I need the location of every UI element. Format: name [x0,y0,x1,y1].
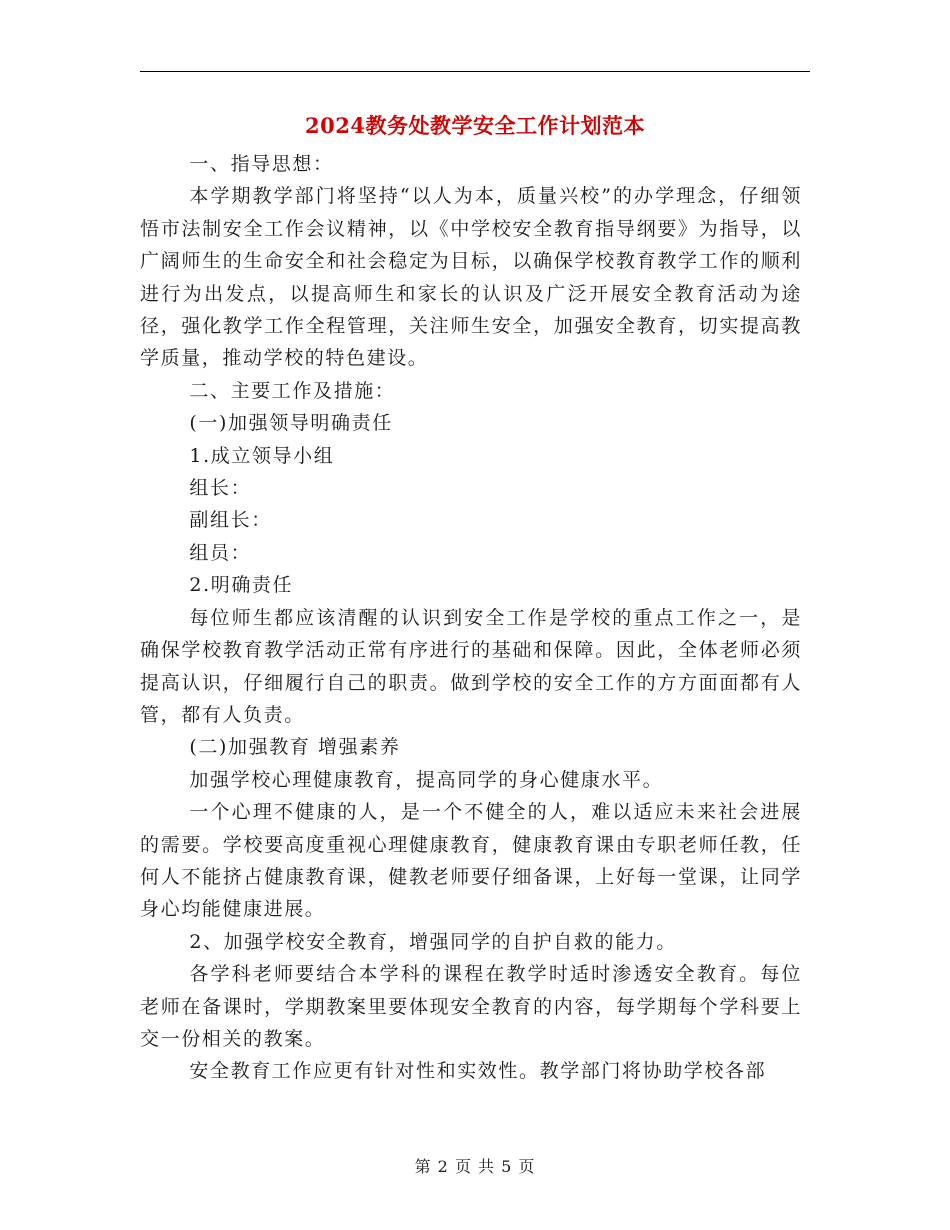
paragraph: (二)加强教育 增强素养 [189,736,401,759]
paragraph: 副组长： [189,509,272,532]
paragraph: 2.明确责任 [189,574,294,597]
paragraph: (一)加强领导明确责任 [189,412,393,435]
paragraph: 组员： [189,541,252,564]
page-number-footer: 第 2 页 共 5 页 [414,1157,536,1176]
paragraph: 2、加强学校安全教育，增强同学的自护自救的能力。 [189,930,677,953]
paragraph: 本学期教学部门将坚持“以人为本，质量兴校”的办学理念，仔细领悟市法制安全工作会议精神，以《中学校安全教育指导纲要》为指导，以广阔师生的生命安全和社会稳定为目标，以确保学校教育教学工作的顺利进行为出发点，以提高师生和家长的认识及广泛开展安全教育活动为途径，强化教学工作全程管理，关注师生安全，加强安全教育，切实提高教学质量，推动学校的特色建设。 [140,185,802,370]
paragraph: 一、指导思想： [189,153,334,175]
paragraph: 1.成立领导小组 [189,444,335,467]
document-title: 2024教务处教学安全工作计划范本 [305,113,645,138]
paragraph: 组长： [189,477,252,500]
paragraph: 一个心理不健康的人，是一个不健全的人，难以适应未来社会进展的需要。学校要高度重视心理健康教育，健康教育课由专职老师任教，任何人不能挤占健康教育课，健教老师要仔细备课，上好每一堂课，让同学身心均能健康进展。 [140,801,802,921]
header-rule [140,71,810,72]
paragraph: 每位师生都应该清醒的认识到安全工作是学校的重点工作之一，是确保学校教育教学活动正常有序进行的基础和保障。因此，全体老师必须提高认识，仔细履行自己的职责。做到学校的安全工作的方方面面都有人管，都有人负责。 [140,606,802,726]
paragraph: 安全教育工作应更有针对性和实效性。教学部门将协助学校各部 [189,1060,767,1083]
paragraph: 二、主要工作及措施： [189,379,396,402]
document-body [140,148,802,1088]
paragraph: 加强学校心理健康教育，提高同学的身心健康水平。 [189,768,664,791]
paragraph: 各学科老师要结合本学科的课程在教学时适时渗透安全教育。每位老师在备课时，学期教案里要体现安全教育的内容，每学期每个学科要上交一份相关的教案。 [140,963,802,1050]
